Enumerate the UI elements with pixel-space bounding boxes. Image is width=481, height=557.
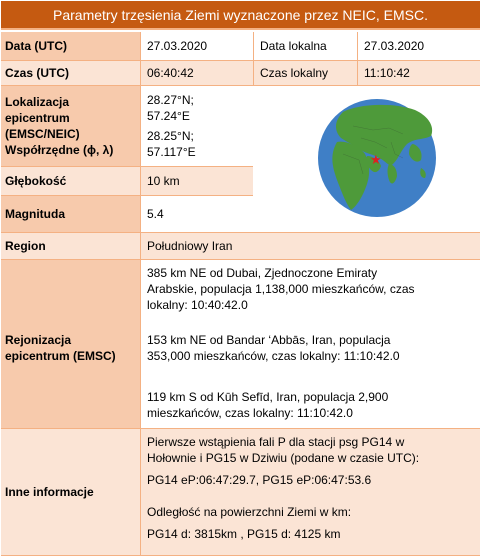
row-divider xyxy=(1,232,480,233)
neic-latitude: 28.25°N; xyxy=(147,129,194,143)
date-utc-value: 27.03.2020 xyxy=(147,39,208,53)
epicenter-globe-map xyxy=(303,98,452,219)
regionalization-label-line1: Rejonizacja xyxy=(5,333,72,347)
row-divider xyxy=(1,85,480,86)
other-info-line5: PG14 d: 3815km , PG15 d: 4125 km xyxy=(147,527,341,541)
time-utc-value: 06:40:42 xyxy=(141,61,253,85)
time-local-value: 11:10:42 xyxy=(358,61,480,85)
magnitude-label: Magnituda xyxy=(1,196,140,232)
regionalization-entry-2-line1: 153 km NE od Bandar ‘Abbās, Iran, populacja xyxy=(147,333,391,347)
column-divider xyxy=(357,32,358,85)
location-label xyxy=(1,86,140,166)
row-divider xyxy=(1,60,480,61)
other-info-label: Inne informacje xyxy=(1,429,140,555)
regionalization-entry-1-line3: lokalny: 10:40:42.0 xyxy=(147,298,248,312)
column-divider xyxy=(140,32,141,555)
depth-value: 10 km xyxy=(141,167,253,195)
regionalization-label-line2: epicentrum (EMSC) xyxy=(5,349,116,363)
row-divider xyxy=(1,428,480,429)
magnitude-value: 5.4 xyxy=(147,207,164,221)
date-local-value: 27.03.2020 xyxy=(364,39,425,53)
location-coordinates xyxy=(147,92,196,160)
regionalization-entry-2 xyxy=(147,332,400,364)
time-local-label: Czas lokalny xyxy=(254,61,357,85)
region-value: Południowy Iran xyxy=(141,233,480,259)
other-info-line2: Hołownie i PG15 w Dziwiu (podane w czasie UTC): xyxy=(147,451,420,465)
other-info-line4: Odległość na powierzchni Ziemi w km: xyxy=(147,505,352,519)
regionalization-entry-1-line1: 385 km NE od Dubai, Zjednoczone Emiraty xyxy=(147,266,378,280)
regionalization-entry-2-line2: 353,000 mieszkańców, czas lokalny: 11:10:42.0 xyxy=(147,349,400,363)
table-title: Parametry trzęsienia Ziemi wyznaczone przez NEIC, EMSC. xyxy=(1,1,480,30)
location-label-line2: epicentrum xyxy=(5,111,70,125)
time-label: Czas (UTC) xyxy=(1,61,140,85)
other-info-text xyxy=(147,434,419,542)
emsc-latitude: 28.27°N; xyxy=(147,93,194,107)
epicenter-star-icon: ★ xyxy=(370,153,382,168)
depth-label: Głębokość xyxy=(1,167,140,195)
row-divider xyxy=(1,555,480,556)
other-info-line3: PG14 eP:06:47:29.7, PG15 eP:06:47:53.6 xyxy=(147,473,372,487)
date-local-label: Data lokalna xyxy=(260,39,327,53)
regionalization-label xyxy=(1,260,140,428)
location-label-line1: Lokalizacja xyxy=(5,95,70,109)
neic-longitude: 57.117°E xyxy=(147,145,196,159)
location-label-line4: Współrzędne (ϕ, λ) xyxy=(5,143,114,157)
region-label: Region xyxy=(1,233,140,259)
other-info-line1: Pierwsze wstąpienia fali P dla stacji psg PG14 w xyxy=(147,435,405,449)
emsc-longitude: 57.24°E xyxy=(147,109,190,123)
regionalization-entry-3-line2: mieszkańców, czas lokalny: 11:10:42.0 xyxy=(147,406,353,420)
row-divider xyxy=(1,259,480,260)
date-label: Data (UTC) xyxy=(1,32,140,60)
regionalization-entry-1 xyxy=(147,265,415,313)
regionalization-entry-3-line1: 119 km S od Kūh Sefīd, Iran, populacja 2,900 xyxy=(147,390,389,404)
row-divider xyxy=(1,166,253,167)
row-divider xyxy=(1,195,253,196)
location-label-line3: (EMSC/NEIC) xyxy=(5,127,80,141)
column-divider xyxy=(253,32,254,85)
regionalization-entry-3 xyxy=(147,389,388,421)
regionalization-entry-1-line2: Arabskie, populacja 1,138,000 mieszkańców, czas xyxy=(147,282,415,296)
